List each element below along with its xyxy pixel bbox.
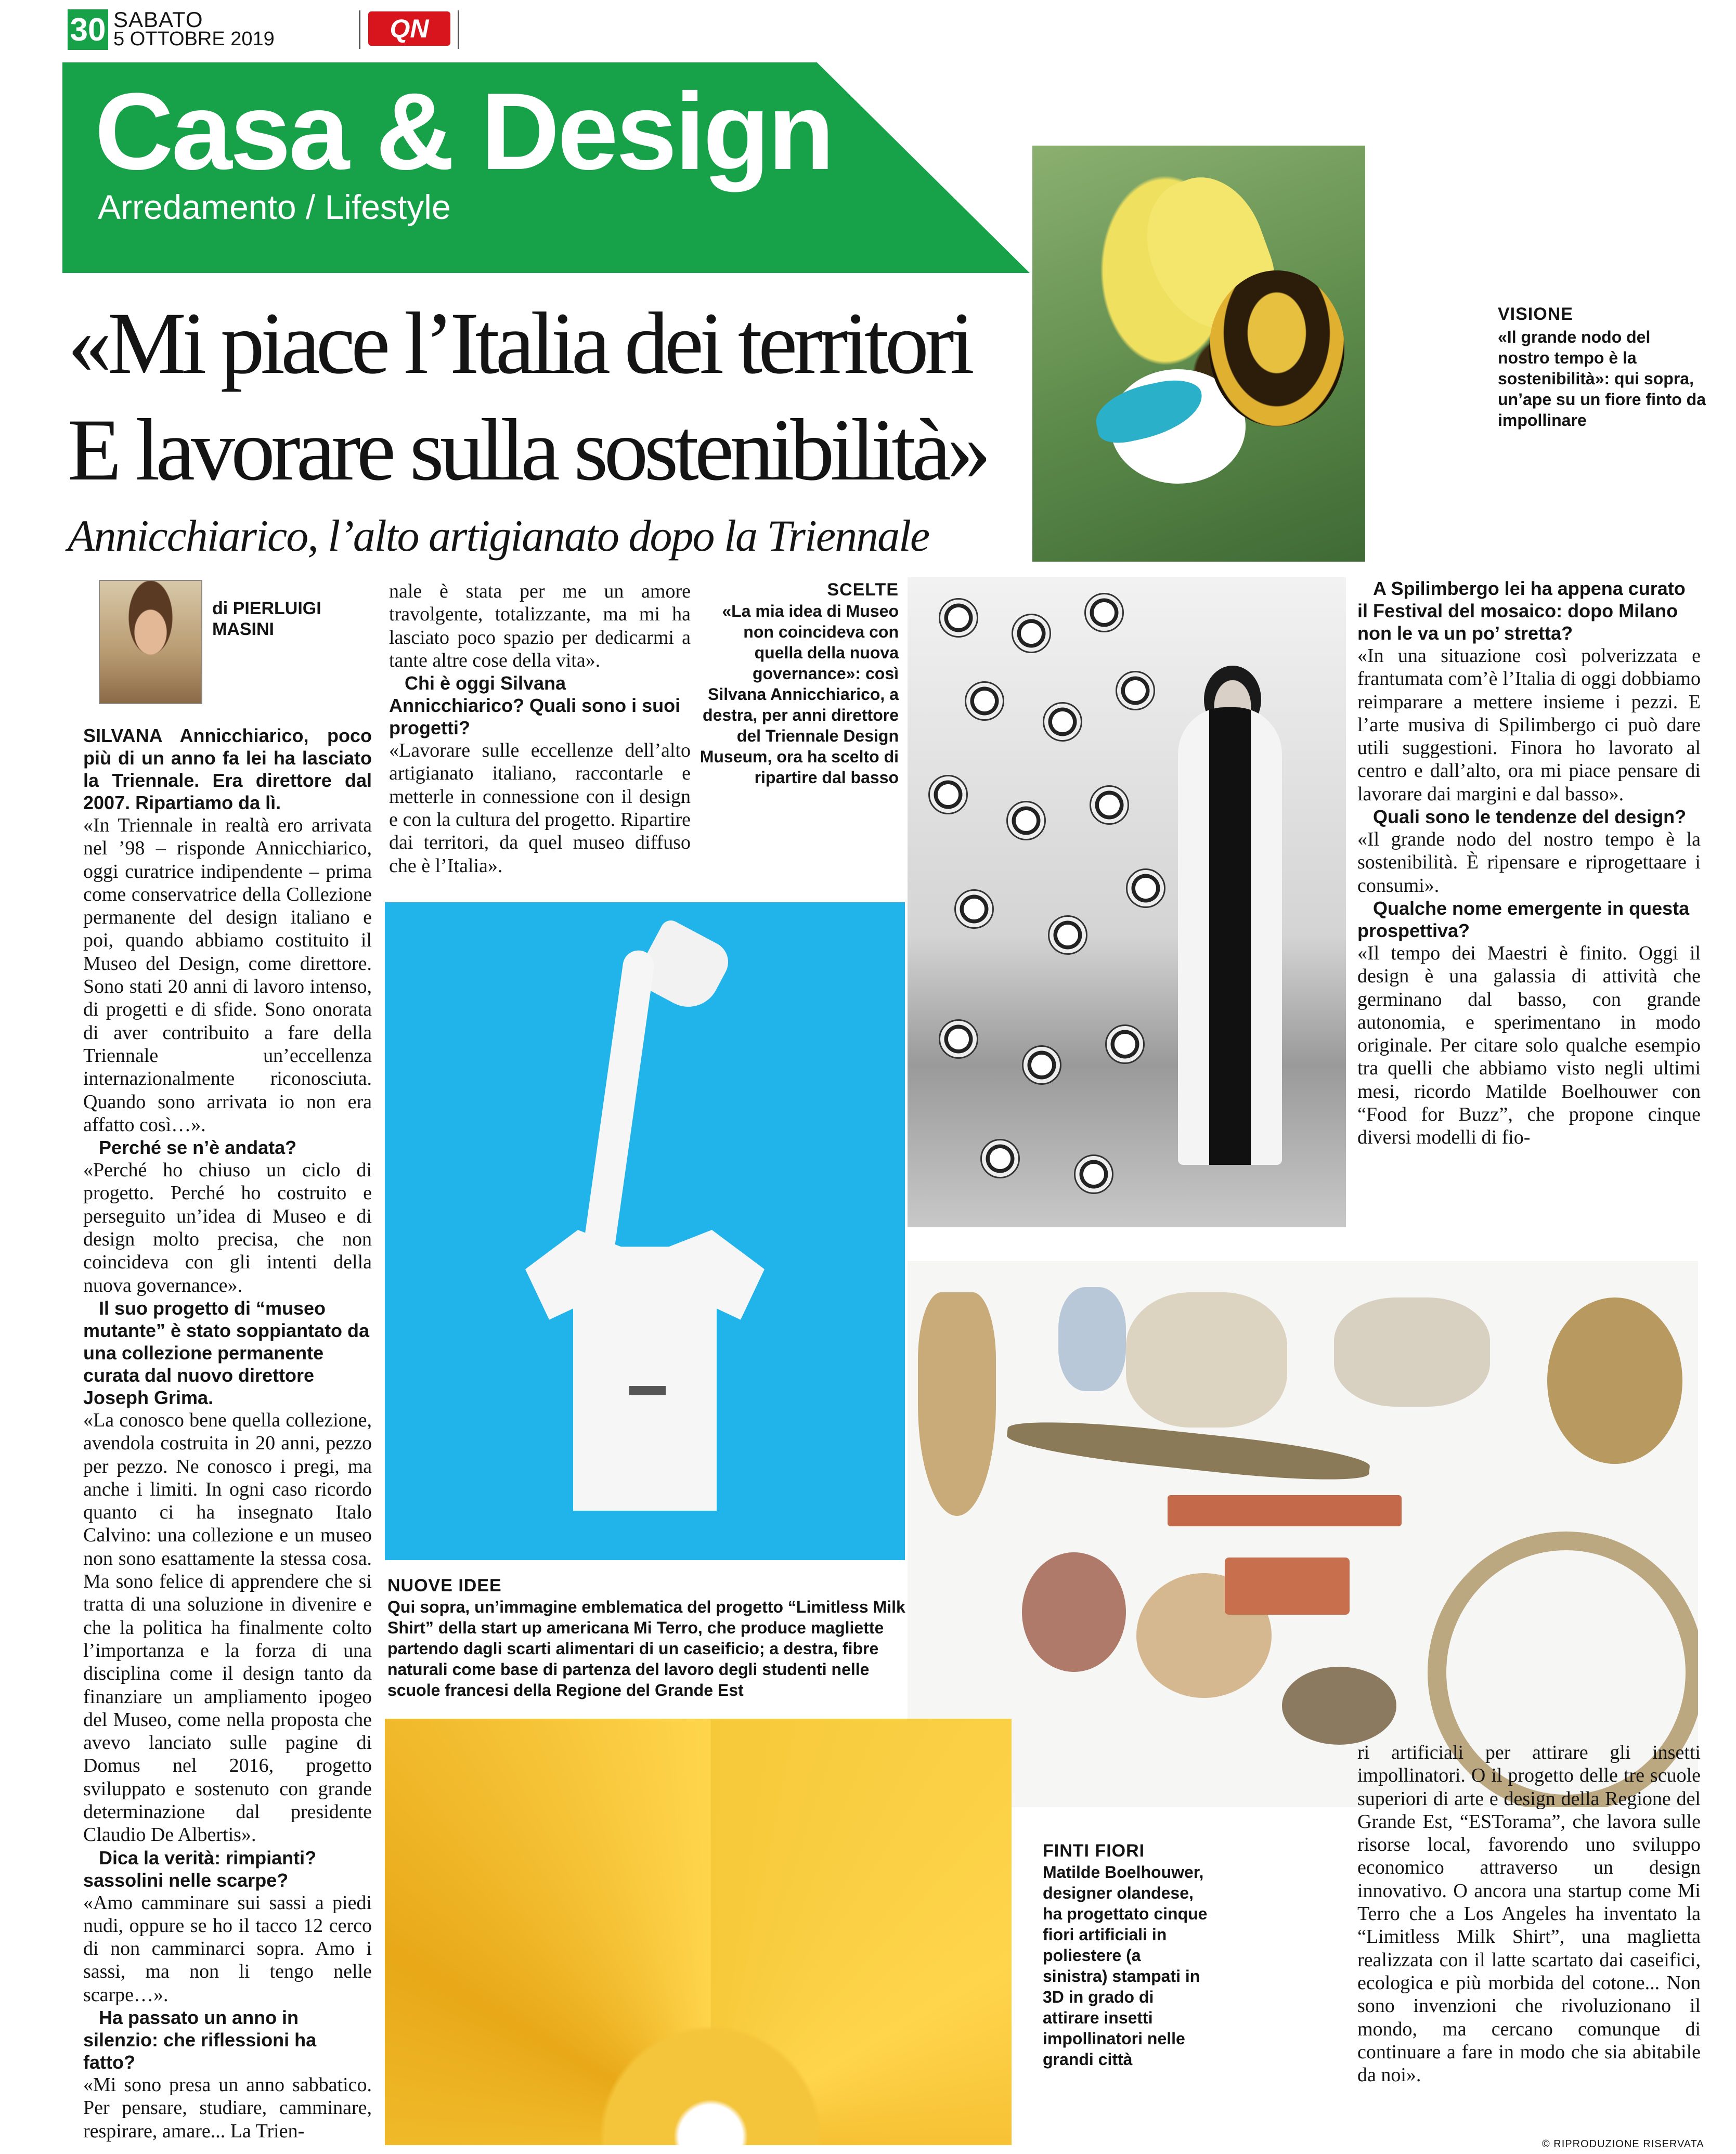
page-number: 30 [68,9,108,50]
article-column-2 [389,580,691,877]
article-paragraph: «In una situazione così polverizzata e frantumata com’è l’Italia di oggi dobbiamo reimparare a mettere insieme i pezzi. E l’arte musiva di Spilimbergo ci può dare utili suggestioni. Finora ho lavorato al centro e dall’alto, ora mi piace pensare di lavorare dai margini e dal basso». [1357,645,1701,805]
decorative-plate [1090,785,1129,825]
bee [1209,270,1344,426]
fiber-mat [1334,1297,1490,1407]
caption-scelte: «La mia idea di Museo non coincideva con quella della nuova governance»: così Silvana Annicchiarico, a destra, per anni direttore del Triennale Design Museum, ora ha scelto di ripartire dal basso [699,602,899,787]
decorative-plate [980,1139,1020,1178]
article-column-3 [1357,577,1701,1149]
article-paragraph: «Il grande nodo del nostro tempo è la sostenibilità. È ripensare e riprogettaare i consumi». [1357,828,1701,897]
clay-fiber [1022,1552,1126,1672]
interview-question: Ha passato un anno in silenzio: che riflessioni ha fatto? [83,2007,317,2073]
woman-figure [1178,707,1282,1165]
subheadline: Annicchiarico, l’alto artigianato dopo la Triennale [68,511,929,561]
article-paragraph: «Mi sono presa un anno sabbatico. Per pensare, studiare, camminare, respirare, amare... La Trien- [83,2074,372,2142]
interview-question: Quali sono le tendenze del design? [1373,806,1687,828]
milk-shirt-photo [385,902,905,1560]
artificial-flower-photo [385,1719,1012,2145]
decorative-plate [1084,593,1124,632]
bee-on-flower-photo [1032,146,1365,562]
qn-logo: QN [368,11,450,46]
dark-fiber [1282,1667,1396,1745]
fiber-sample [1058,1287,1126,1391]
interview-question: Dica la verità: rimpianti? sassolini nelle scarpe? [83,1847,317,1891]
decorative-plate [1048,915,1087,955]
article-paragraph: ri artificiali per attirare gli insetti impollinatori. O il progetto delle tre scuole superiori di arte e design della Regione del Grande Est, “ESTorama”, che lavora sulle risorse local, favorendo uno sviluppo economico attraverso un design innovativo. O ancora una startup come Mi Terro che a Los Angeles ha inventato la “Limitless Milk Shirt”, una maglietta realizzata con il latte scartato dai caseifici, ecologica e più morbida del cotone... Non sono invenzioni che rivoluzionano il mondo, ma cercano comunque di continuare a fare in modo che sia abitabile da noi». [1357,1742,1701,2086]
headline-line-2: E lavorare sulla sostenibilità» [68,401,987,499]
decorative-plate [1126,868,1165,908]
brick-sample [1225,1558,1350,1615]
author-portrait [99,580,202,704]
decorative-plate [1043,702,1082,742]
interview-question: Qualche nome emergente in questa prospettiva? [1357,897,1690,941]
article-column-4 [1357,1741,1701,2086]
article-paragraph: «Perché ho chiuso un ciclo di progetto. Perché ho costruito e perseguito un’idea di Museo e di design molto precisa, che non coincideva con gli intenti della nuova governance». [83,1159,372,1296]
decorative-plate [954,889,994,929]
fiber-mat [1126,1292,1287,1428]
article-paragraph: «La conosco bene quella collezione, avendola costruita in 20 anni, pezzo per pezzo. Ne conosco i pregi, ma anche i limiti. In ogni caso ricordo quanto ci ha insegnato Italo Calvino: una collezione e un museo non sono esattamente la stessa cosa. Ma sono felice di apprendere che si tratta di una soluzione in divenire e che la politica ha finalmente colto l’importanza e la forza di una disciplina come il design tanto da finanziare un ampliamento ipogeo del Museo, come nella proposta che avevo lanciato sulle pagine di Domus nel 2016, progetto sviluppato e sostenuto con grande determinazione dal presidente Claudio De Albertis». [83,1409,372,1846]
interview-question: Chi è oggi Silvana Annicchiarico? Quali sono i suoi progetti? [389,672,681,739]
silvana-annicchiarico-photo [908,577,1346,1227]
decorative-plate [928,775,968,814]
article-column-1 [83,724,372,2143]
caption-nuove-idee: Qui sopra, un’immagine emblematica del progetto “Limitless Milk Shirt” della start up americana Mi Terro, che produce magliette partendo dagli scarti alimentari di un caseificio; a destra, fibre naturali come base di partenza del lavoro degli studenti nelle scuole francesi della Regione del Grande Est [387,1598,905,1699]
decorative-plate [965,681,1004,721]
header-divider [359,10,360,49]
interview-question: A Spilimbergo lei ha appena curato il Festival del mosaico: dopo Milano non le va un po’ stretta? [1357,578,1686,644]
decorative-plate [1105,1024,1145,1064]
terracotta-bar [1168,1495,1402,1526]
decorative-plate [1012,614,1051,653]
caption-finti-fiori: Matilde Boelhouwer, designer olandese, ha progettato cinque fiori artificiali in poliestere (a sinistra) stampati in 3D in grado di attirare insetti impollinatori nelle grandi città [1043,1863,1208,2069]
decorative-plate [1074,1154,1113,1194]
decorative-plate [1116,671,1155,710]
article-lead: SILVANA Annicchiarico, poco più di un anno fa lei ha lasciato la Triennale. Era direttore dal 2007. Ripartiamo da lì. [83,725,372,813]
byline: di PIERLUIGI MASINI [212,599,321,639]
section-title: Casa & Design [95,70,833,192]
caption-visione: «Il grande nodo del nostro tempo è la sostenibilità»: qui sopra, un’ape su un fiore finto da impollinare [1498,328,1706,430]
copyright-notice: © RIPRODUZIONE RISERVATA [1542,2138,1704,2150]
article-paragraph: «Il tempo dei Maestri è finito. Oggi il design è una galassia di attività che germinano dal basso, con grande autonomia, e sperimentano in modo originale. Per citare solo qualche esempio tra quelli che abbiamo visto negli ultimi mesi, ricordo Matilde Boelhouwer con “Food for Buzz”, che propone cinque diversi modelli di fio- [1357,942,1701,1149]
article-paragraph: «In Triennale in realtà ero arrivata nel ’98 – risponde Annicchiarico, oggi curatrice indipendente – prima come conservatrice della Collezione permanente del design italiano e poi, quando abbiamo costituito il Museo del Design, come direttore. Sono stati 20 anni di lavoro intenso, di progetti e di sfide. Sono onorata di aver contribuito a fare della Triennale un’eccellenza internazionalmente riconosciuta. Quando sono arrivata io non era affatto così…». [83,814,372,1136]
decorative-plate [939,1019,978,1059]
section-subtitle: Arredamento / Lifestyle [98,188,451,226]
header-divider [458,10,459,49]
issue-date: 5 OTTOBRE 2019 [113,28,275,50]
milk-stream [582,949,656,1262]
interview-question: Perché se n’è andata? [99,1137,297,1159]
article-paragraph: «Amo camminare sui sassi a piedi nudi, oppure se ho il tacco 12 cerco di non camminarci sopra. Amo i sassi, ma non li tengo nelle scarpe…». [83,1891,372,2006]
caption-label-scelte: SCELTE [827,580,899,600]
caption-label-nuove-idee: NUOVE IDEE [387,1576,502,1595]
decorative-plate [939,598,978,638]
issue-day: SABATO [113,7,203,32]
rope-coil [1547,1297,1682,1464]
interview-question: Il suo progetto di “museo mutante” è stato soppiantato da una collezione permanente curata dal nuovo direttore Joseph Grima. [83,1297,370,1408]
decorative-plate [1006,801,1046,840]
white-tshirt [525,1230,765,1511]
article-paragraph: «Lavorare sulle eccellenze dell’alto artigianato italiano, raccontarle e metterle in connessione con il design e con la cultura del progetto. Ripartire dai territori, da quel museo diffuso che è l’Italia». [389,739,691,877]
caption-label-visione: VISIONE [1498,304,1573,324]
decorative-plate [1022,1045,1061,1085]
article-paragraph: nale è stata per me un amore travolgente, totalizzante, ma mi ha lasciato poco spazio per dedicarmi a tante altre cose della vita». [389,580,691,671]
natural-fibers-photo [908,1261,1698,1807]
headline-line-1: «Mi piace l’Italia dei territori [68,294,970,392]
fiber-bundle [918,1292,996,1516]
caption-label-finti-fiori: FINTI FIORI [1043,1841,1145,1861]
shirt-logo [629,1386,666,1395]
